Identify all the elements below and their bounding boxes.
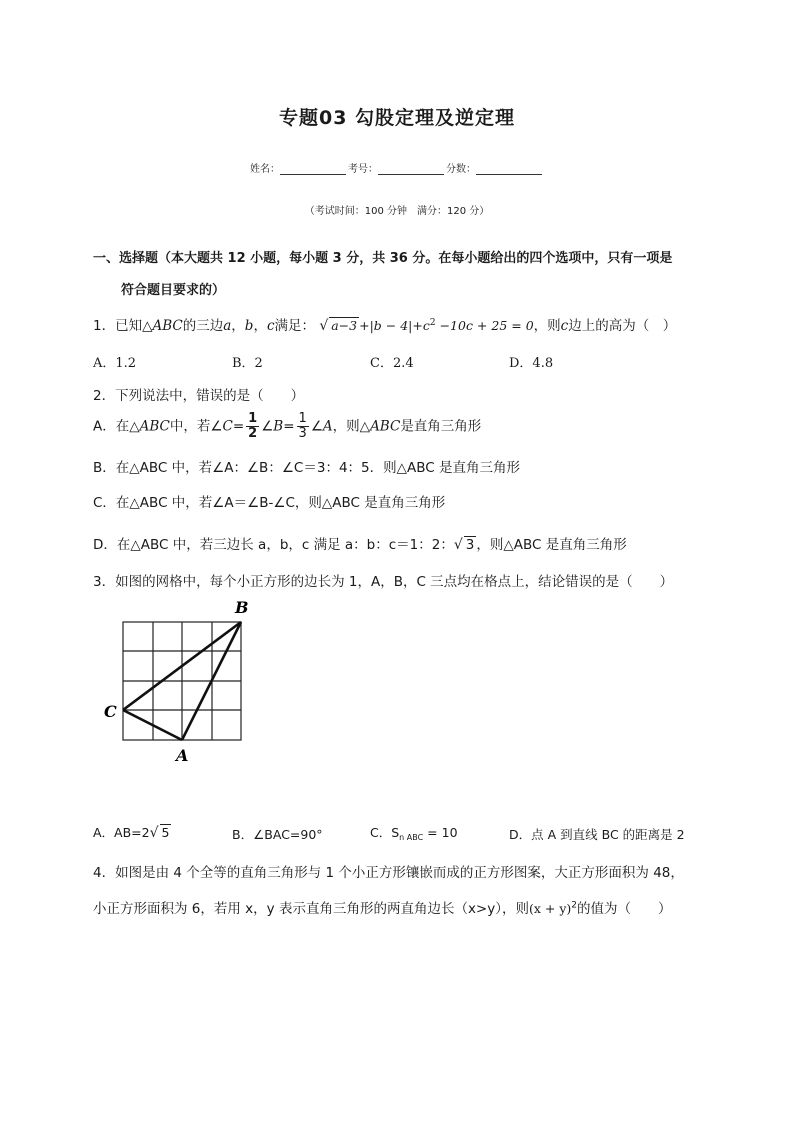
q2-option-d: D．在△ABC 中，若三边长 a，b，c 满足 a：b：c＝1：2：√ 3 ，则△ABC 是直角三角形 xyxy=(93,537,627,553)
q1-option-a: A．1.2 xyxy=(93,356,137,371)
grid-triangle-figure xyxy=(100,595,270,770)
q1-formula: √ $a-3 +|b - 4|+c^2 -10c + 25 = 0$ xyxy=(319,317,534,334)
time-text: （考试时间：100 分钟 xyxy=(304,206,407,217)
question-4-line2: 小正方形面积为 6，若用 x，y 表示直角三角形的两直角边长（x>y），则$(x + y)^2$的值为（ ） xyxy=(93,900,672,917)
q3-option-a: A．AB=2√ 5 xyxy=(93,825,170,841)
page-title: 专题03 勾股定理及逆定理 xyxy=(278,107,516,129)
q1-option-b: B．2 xyxy=(232,356,263,371)
exam-time-info xyxy=(0,202,794,217)
name-label: 姓名： xyxy=(250,164,280,175)
q2-option-a: A．在△ABC中，若∠C= $\frac{1}{2}$ ∠B= $\frac{1}{3}$ ∠A，则△ABC是直角三角形 xyxy=(93,411,482,441)
question-3-stem: 3．如图的网格中，每个小正方形的边长为 1，A，B，C 三点均在格点上，结论错误的是（ ） xyxy=(93,574,674,590)
question-2-stem: 2．下列说法中，错误的是（ ） xyxy=(93,388,305,404)
score-blank xyxy=(476,164,542,175)
question-1-stem: 1．已知△ABC的三边a，b，c满足： √ $a-3 +|b - 4|+c^2 -10c + 25 = 0$，则c边上的高为（ ） xyxy=(93,317,677,334)
exam-no-blank xyxy=(378,164,444,175)
q3-option-d: D．点 A 到直线 BC 的距离是 2 xyxy=(509,827,685,842)
full-score-text: 满分：120 分） xyxy=(417,206,490,217)
label-b: B xyxy=(235,598,249,617)
q1-option-d: D．4.8 xyxy=(509,356,554,371)
label-c: C xyxy=(104,702,117,721)
q3-option-c: C．$S_{n ABC} = 10$ xyxy=(370,825,458,842)
student-info-line xyxy=(0,160,794,175)
section-heading-line2: 符合题目要求的） xyxy=(121,283,226,298)
q2-option-c: C．在△ABC 中，若∠A＝∠B-∠C，则△ABC 是直角三角形 xyxy=(93,495,446,511)
question-4-line1: 4．如图是由 4 个全等的直角三角形与 1 个小正方形镶嵌而成的正方形图案，大正方形面积为 48， xyxy=(93,865,684,881)
exam-no-label: 考号： xyxy=(348,164,378,175)
score-label: 分数： xyxy=(446,164,476,175)
label-a: A xyxy=(176,746,189,765)
q1-option-c: C．2.4 xyxy=(370,356,414,371)
name-blank xyxy=(280,164,346,175)
q2-option-b: B．在△ABC 中，若∠A：∠B：∠C＝3：4：5．则△ABC 是直角三角形 xyxy=(93,460,520,476)
grid-lines xyxy=(123,622,241,740)
section-heading-line1: 一、选择题（本大题共 12 小题，每小题 3 分，共 36 分。在每小题给出的四个选项中，只有一项是 xyxy=(93,251,673,266)
q3-option-b: B．∠BAC=90° xyxy=(232,827,323,842)
